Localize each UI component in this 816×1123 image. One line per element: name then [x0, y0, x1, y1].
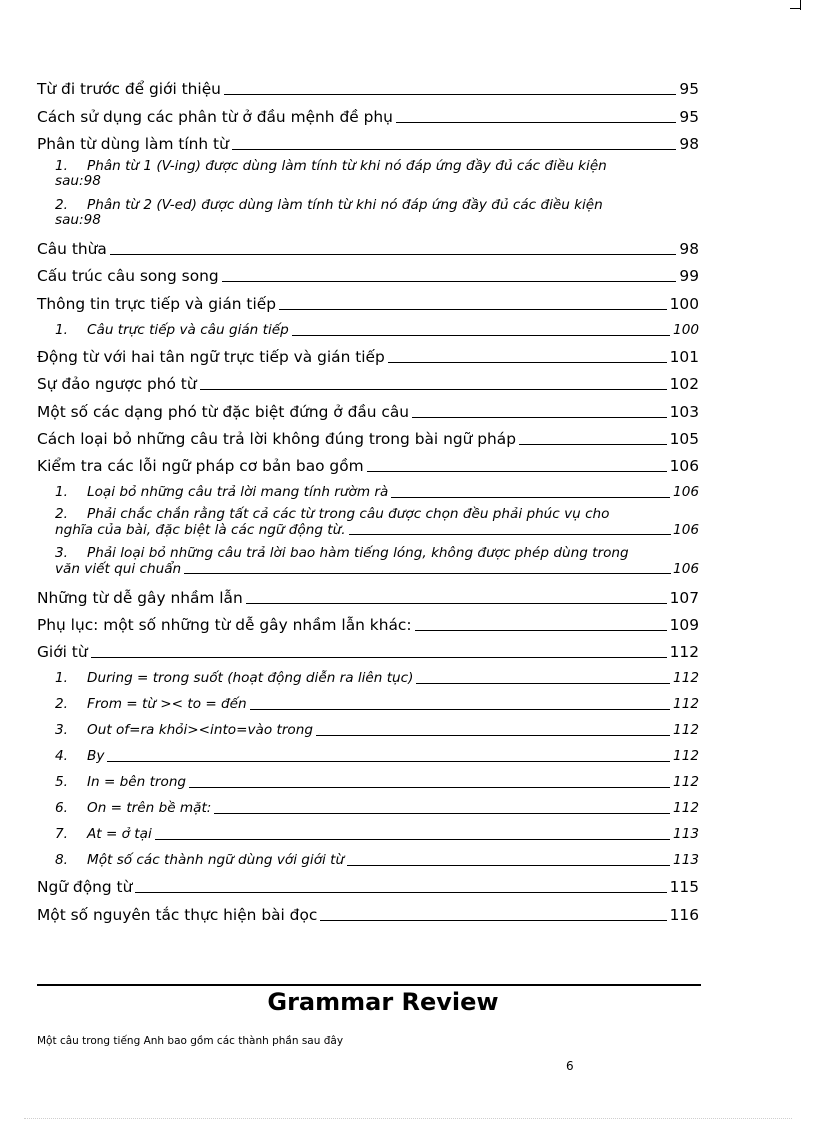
toc-subentry-number: 5.: [55, 774, 68, 791]
toc-leader: [416, 683, 670, 684]
toc-subentry[interactable]: [37, 687, 699, 713]
toc-entry[interactable]: [37, 339, 699, 366]
crop-mark: [800, 0, 801, 10]
toc-entry-page: 95: [679, 80, 699, 99]
toc-subentry-page: 112: [673, 748, 699, 765]
toc-leader: [292, 335, 670, 336]
toc-leader: [391, 497, 670, 498]
toc-entry-page: 115: [669, 878, 699, 897]
toc-entry-page: 106: [669, 457, 699, 476]
toc-entry-page: 99: [679, 267, 699, 286]
toc-subentry-title: From = từ >< to = đến: [87, 696, 247, 713]
toc-entry-title: Phụ lục: một số những từ dễ gây nhầm lẫn khác:: [37, 615, 412, 634]
toc-entry-page: 95: [679, 107, 699, 126]
toc-subentry-page: 112: [673, 696, 699, 713]
toc-entry-title: Thông tin trực tiếp và gián tiếp: [37, 294, 276, 313]
toc-entry-title: Câu thừa: [37, 240, 107, 259]
crop-mark: [790, 8, 800, 9]
toc-entry[interactable]: [37, 366, 699, 393]
toc-entry-page: 100: [669, 294, 699, 313]
toc-subentry-title: In = bên trong: [87, 774, 187, 791]
toc-entry-page: 98: [679, 134, 699, 153]
toc-leader: [279, 309, 667, 310]
toc-subentry-page: 113: [673, 826, 699, 843]
toc-leader: [367, 471, 667, 472]
toc-subentry-continuation: sau:98: [55, 212, 101, 229]
toc-leader: [246, 603, 667, 604]
toc-leader: [200, 389, 667, 390]
toc-subentry-title: Câu trực tiếp và câu gián tiếp: [87, 321, 289, 338]
toc-subentry-number: 3.: [55, 545, 68, 562]
toc-subentry[interactable]: [37, 739, 699, 765]
toc-entry[interactable]: [37, 258, 699, 285]
toc-leader: [107, 761, 670, 762]
toc-entry[interactable]: [37, 126, 699, 153]
toc-subentry-page: 113: [673, 852, 699, 869]
toc-entry[interactable]: [37, 896, 699, 923]
toc-subentry-page: 112: [673, 670, 699, 687]
toc-leader: [250, 709, 670, 710]
toc-subentry-page: 112: [673, 774, 699, 791]
page-bottom-border: [24, 1118, 792, 1119]
toc-leader: [316, 735, 670, 736]
toc-entry-title: Cách loại bỏ những câu trả lời không đúng trong bài ngữ pháp: [37, 429, 516, 448]
toc-subentry-number: 2.: [55, 696, 68, 713]
toc-entry[interactable]: [37, 71, 699, 98]
toc-entry[interactable]: [37, 579, 699, 606]
toc-subentry-number: 1.: [55, 484, 68, 501]
toc-subentry-title: Out of=ra khỏi><into=vào trong: [87, 722, 313, 739]
toc-entry-page: 107: [669, 588, 699, 607]
toc-subentry-title: On = trên bề mặt:: [87, 800, 212, 817]
page-number: 6: [566, 1059, 574, 1073]
toc-subentry-number: 7.: [55, 826, 68, 843]
section-intro: Một câu trong tiếng Anh bao gồm các thành phần sau đây: [37, 1035, 344, 1047]
toc-subentry-continuation: sau:98: [55, 173, 101, 190]
toc-subentry[interactable]: [37, 540, 699, 579]
toc-entry-page: 112: [669, 643, 699, 662]
toc-subentry-title: Phân từ 2 (V-ed) được dùng làm tính từ khi nó đáp ứng đầy đủ các điều kiện: [87, 196, 603, 213]
toc-subentry-page: 112: [673, 800, 699, 817]
toc-entry-title: Cách sử dụng các phân từ ở đầu mệnh đề phụ: [37, 107, 393, 126]
toc-leader: [232, 149, 677, 150]
toc-entry-page: 103: [669, 402, 699, 421]
toc-entry-title: Từ đi trước để giới thiệu: [37, 80, 221, 99]
toc-entry[interactable]: [37, 285, 699, 312]
toc-entry-page: 98: [679, 240, 699, 259]
toc-entry-title: Sự đảo ngược phó từ: [37, 375, 197, 394]
toc-subentry-title: Loại bỏ những câu trả lời mang tính rườm rà: [87, 484, 389, 501]
toc-subentry-title: Phải loại bỏ những câu trả lời bao hàm tiếng lóng, không được phép dùng trong: [87, 545, 629, 562]
toc-leader: [184, 573, 671, 574]
toc-subentry-page: 106: [673, 484, 699, 501]
section-heading: Grammar Review: [267, 988, 499, 1016]
toc-subentry[interactable]: [37, 501, 699, 540]
toc-leader: [135, 892, 666, 893]
toc-entry-page: 116: [669, 905, 699, 924]
toc-entry-title: Giới từ: [37, 643, 88, 662]
toc-subentry-title: Một số các thành ngữ dùng với giới từ: [87, 852, 345, 869]
toc-subentry-number: 4.: [55, 748, 68, 765]
toc-subentry-page: 106: [673, 521, 699, 538]
toc-subentry[interactable]: [37, 192, 699, 231]
toc-subentry[interactable]: [37, 313, 699, 339]
toc-entry-title: Phân từ dùng làm tính từ: [37, 134, 229, 153]
toc-leader: [91, 657, 667, 658]
toc-entry-page: 102: [669, 375, 699, 394]
toc-entry-title: Động từ với hai tân ngữ trực tiếp và gián tiếp: [37, 348, 385, 367]
toc-leader: [396, 122, 677, 123]
toc-subentry[interactable]: [37, 713, 699, 739]
toc-leader: [222, 281, 677, 282]
toc-subentry-number: 8.: [55, 852, 68, 869]
toc-subentry-title: Phải chắc chắn rằng tất cả các từ trong câu được chọn đều phải phúc vụ cho: [87, 506, 610, 523]
toc-entry-title: Cấu trúc câu song song: [37, 267, 219, 286]
toc-subentry[interactable]: [37, 475, 699, 501]
toc-entry[interactable]: [37, 231, 699, 258]
toc-entry-title: Những từ dễ gây nhầm lẫn: [37, 588, 243, 607]
toc-entry[interactable]: [37, 448, 699, 475]
toc-leader: [189, 787, 670, 788]
toc-entry[interactable]: [37, 393, 699, 420]
toc-subentry-number: 2.: [55, 506, 68, 523]
toc-entry[interactable]: [37, 98, 699, 125]
toc-leader: [412, 417, 667, 418]
toc-subentry-number: 1.: [55, 157, 68, 174]
toc-leader: [110, 254, 677, 255]
toc-subentry-continuation: văn viết qui chuẩn: [55, 560, 182, 577]
toc-subentry-title: At = ở tại: [87, 826, 152, 843]
toc-entry[interactable]: [37, 607, 699, 634]
toc-subentry-number: 1.: [55, 670, 68, 687]
toc-subentry-page: 112: [673, 722, 699, 739]
toc-subentry-title: Phân từ 1 (V-ing) được dùng làm tính từ khi nó đáp ứng đầy đủ các điều kiện: [87, 157, 607, 174]
toc-entry-title: Một số các dạng phó từ đặc biệt đứng ở đầu câu: [37, 402, 410, 421]
toc-leader: [415, 630, 667, 631]
toc-subentry-title: By: [87, 748, 105, 765]
toc-leader: [224, 94, 676, 95]
toc-leader: [347, 865, 670, 866]
toc-subentry-title: During = trong suốt (hoạt động diễn ra liên tục): [87, 670, 414, 687]
toc-subentry-page: 106: [673, 560, 699, 577]
table-of-contents: [37, 71, 699, 924]
toc-entry-title: Ngữ động từ: [37, 878, 133, 897]
toc-subentry-number: 6.: [55, 800, 68, 817]
toc-leader: [519, 444, 667, 445]
toc-subentry[interactable]: [37, 765, 699, 791]
toc-leader: [388, 362, 667, 363]
toc-subentry-page: 100: [673, 321, 699, 338]
toc-entry[interactable]: [37, 421, 699, 448]
toc-leader: [320, 920, 666, 921]
toc-entry[interactable]: [37, 869, 699, 896]
toc-entry[interactable]: [37, 634, 699, 661]
toc-entry-page: 109: [669, 615, 699, 634]
toc-subentry[interactable]: [37, 153, 699, 192]
toc-subentry[interactable]: [37, 817, 699, 843]
toc-subentry-number: 1.: [55, 321, 68, 338]
toc-subentry-number: 2.: [55, 196, 68, 213]
toc-entry-title: Một số nguyên tắc thực hiện bài đọc: [37, 905, 318, 924]
toc-subentry[interactable]: [37, 843, 699, 869]
toc-subentry-continuation: nghĩa của bài, đặc biệt là các ngữ động từ.: [55, 521, 346, 538]
toc-leader: [214, 813, 670, 814]
toc-leader: [155, 839, 670, 840]
toc-entry-title: Kiểm tra các lỗi ngữ pháp cơ bản bao gồm: [37, 457, 364, 476]
toc-entry-page: 105: [669, 429, 699, 448]
toc-subentry[interactable]: [37, 661, 699, 687]
toc-subentry-number: 3.: [55, 722, 68, 739]
toc-leader: [349, 534, 671, 535]
toc-subentry[interactable]: [37, 791, 699, 817]
toc-entry-page: 101: [669, 348, 699, 367]
